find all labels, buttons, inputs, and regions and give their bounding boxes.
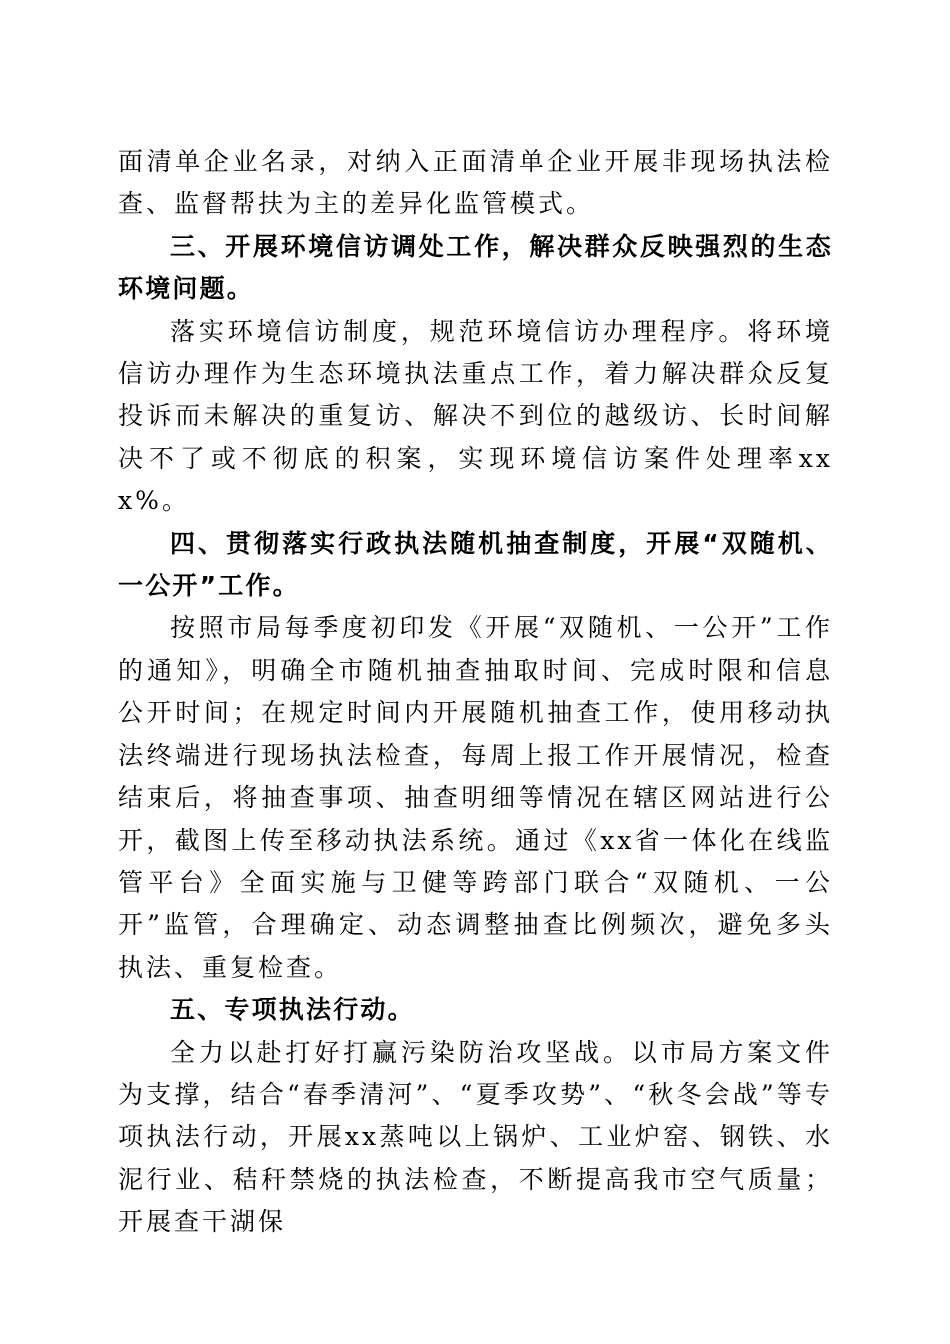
heading-section-three-petition: 三、开展环境信访调处工作，解决群众反映强烈的生态环境问题。	[118, 231, 833, 304]
paragraph-random-inspection-details: 按照市局每季度初印发《开展“双随机、一公开”工作的通知》，明确全市随机抽查抽取时间、完成时限和信息公开时间；在规定时间内开展随机抽查工作，使用移动执法终端进行现场执法检查，每周上报工作开展情况，检查结束后，将抽查事项、抽查明细等情况在辖区网站进行公开，截图上传至移动执法系统。通过《xx省一体化在线监管平台》全面实施与卫健等跨部门联合“双随机、一公开”监管，合理确定、动态调整抽查比例频次，避免多头执法、重复检查。	[118, 613, 833, 982]
paragraph-pollution-prevention: 全力以赴打好打赢污染防治攻坚战。以市局方案文件为支撑，结合“春季清河”、“夏季攻势”、“秋冬会战”等专项执法行动，开展xx蒸吨以上锅炉、工业炉窑、钢铁、水泥行业、秸秆禁烧的执法检查，不断提高我市空气质量；开展查干湖保	[118, 1037, 833, 1237]
paragraph-positive-list-continuation: 面清单企业名录，对纳入正面清单企业开展非现场执法检查、监督帮扶为主的差异化监管模式。	[118, 147, 833, 219]
heading-section-four-random-inspection: 四、贯彻落实行政执法随机抽查制度，开展“双随机、一公开”工作。	[118, 528, 833, 601]
document-body	[118, 141, 833, 1244]
heading-section-five-special-enforcement: 五、专项执法行动。	[170, 995, 415, 1025]
paragraph-petition-system: 落实环境信访制度，规范环境信访办理程序。将环境信访办理作为生态环境执法重点工作，着力解决群众反复投诉而未解决的重复访、解决不到位的越级访、长时间解决不了或不彻底的积案，实现环境信访案件处理率xxx%。	[118, 316, 833, 516]
